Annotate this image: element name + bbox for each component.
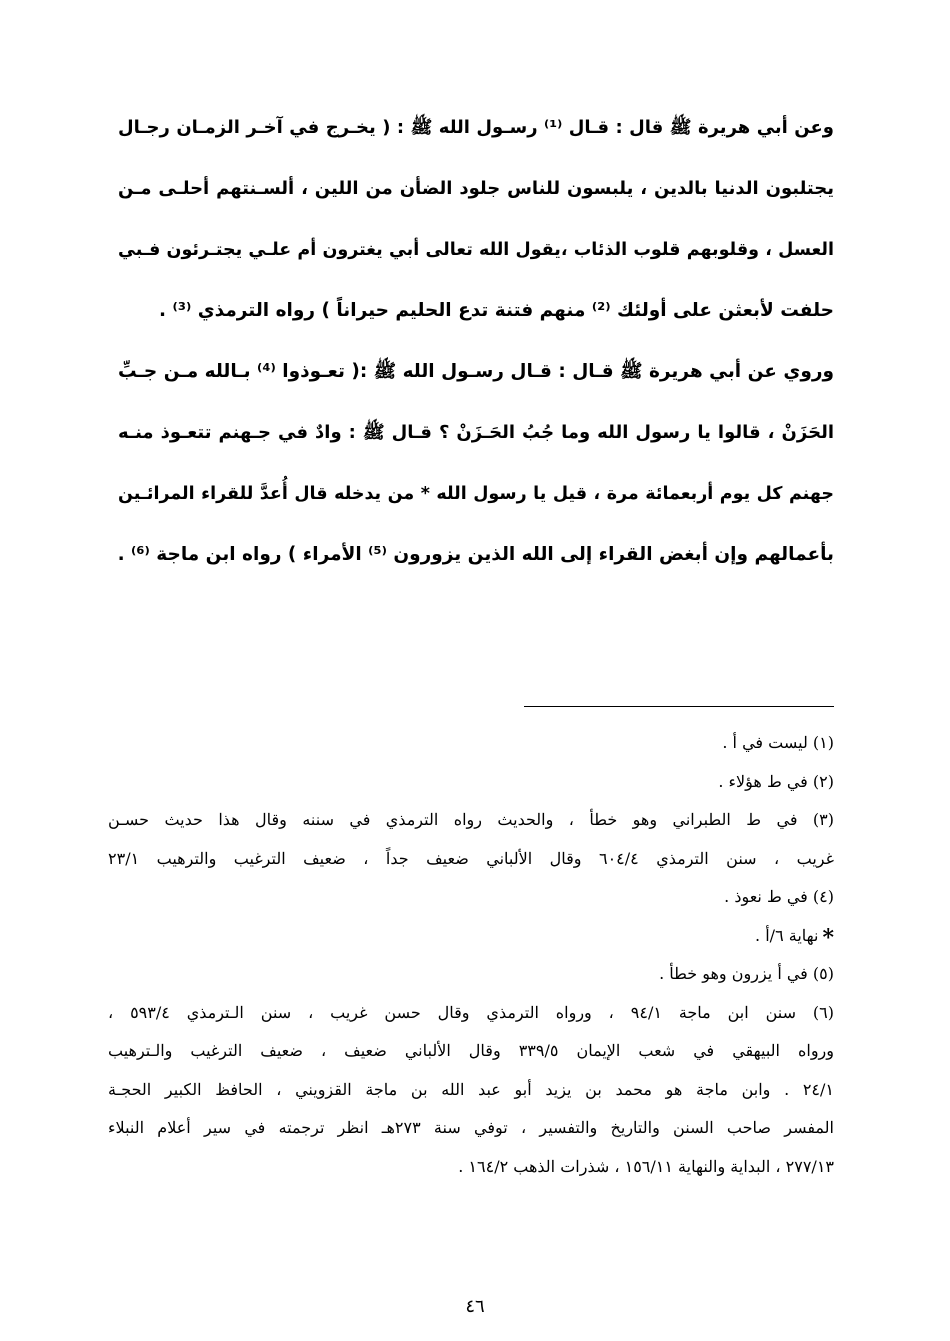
footnote-6-line: ٢٧٧/١٣ ، البداية والنهاية ١٥٦/١١ ، شذرات الذهب ١٦٤/٢ .	[458, 1156, 834, 1176]
footnote-6-line: ورواه البيهقي في شعب الإيمان ٣٣٩/٥ وقال الألباني ضعيف ، ضعيف الترغيب والـترهيب	[108, 1041, 834, 1060]
main-text-line: يجتلبون الدنيا بالدين ، يلبسون للناس جلود الضأن من اللين ، ألسـنتهم أحلـى مـن	[118, 178, 834, 199]
main-text-line: الحَزَنْ ، قالوا يا رسول الله وما جُبُ الحَـزَنْ ؟ قـال ﷺ : وادٌ في جـهنم تتعـوذ منـه	[118, 422, 834, 443]
page-number: ٤٦	[465, 1296, 485, 1317]
footnote-6-line: المفسر صاحب السنن والتاريخ والتفسير ، توفي سنة ٢٧٣هـ انظر ترجمته في سير أعلام النبلاء	[108, 1118, 834, 1137]
footnote-6-line: (٦) سنن ابن ماجة ٩٤/١ ، ورواه الترمذي وقال حسن غريب ، سنن الـترمذي ٥٩٣/٤ ،	[108, 1002, 834, 1022]
footnotes-block	[108, 728, 834, 1190]
footnote-4: (٤) في ط نعوذ .	[724, 887, 834, 906]
footnote-1: (١) ليست في أ .	[722, 733, 834, 752]
main-text-line: جهنم كل يوم أربعمائة مرة ، قيل يا رسول الله * من يدخله قال أُعدَّ للقراء المرائـين	[118, 484, 834, 504]
main-text-line: وعن أبي هريرة ﷺ قال : قـال ⁽¹⁾ رسـول الله ﷺ : ( يخـرج في آخـر الزمـان رجـال	[118, 117, 834, 138]
star-footnote	[108, 921, 834, 960]
main-text-line: العسل ، وقلوبهم قلوب الذئاب ،يقول الله تعالى أبي يغترون أم علـي يجتـرئون فـبي	[118, 240, 834, 260]
main-text-line: حلفت لأبعثن على أولئك ⁽²⁾ منهم فتنة تدع الحليم حيراناً ) رواه الترمذي ⁽³⁾ .	[159, 300, 834, 321]
star-footnote-text: نهاية ٦/أ .	[755, 925, 819, 945]
footnote-5: (٥) في أ يزرون وهو خطأ .	[659, 964, 834, 983]
main-text-block	[118, 104, 834, 592]
footnote-2: (٢) في ط هؤلاء .	[718, 771, 834, 791]
footnote-3-line: غريب ، سنن الترمذي ٦٠٤/٤ وقال الألباني ضعيف جداً ، ضعيف الترغيب والترهيب ٢٣/١	[108, 848, 834, 868]
footnote-separator	[524, 706, 834, 707]
main-text-line: وروي عن أبي هريرة ﷺ قـال : قـال رسـول الله ﷺ :( تعـوذوا ⁽⁴⁾ بـالله مـن جـبِّ	[118, 361, 834, 382]
footnote-6-line: ٢٤/١ . وابن ماجة هو محمد بن يزيد أبو عبد الله بن ماجة القزويني ، الحافظ الكبير الحجـة	[108, 1079, 834, 1099]
footnote-3-line: (٣) في ط الطبراني وهو خطأ ، والحديث رواه الترمذي في سننه وقال هذا حديث حسـن	[108, 810, 834, 829]
asterisk-mark: *	[822, 924, 834, 951]
main-text-line: بأعمالهم وإن أبغض القراء إلى الله الذين يزورون ⁽⁵⁾ الأمراء ) رواه ابن ماجة ⁽⁶⁾ .	[118, 544, 834, 565]
